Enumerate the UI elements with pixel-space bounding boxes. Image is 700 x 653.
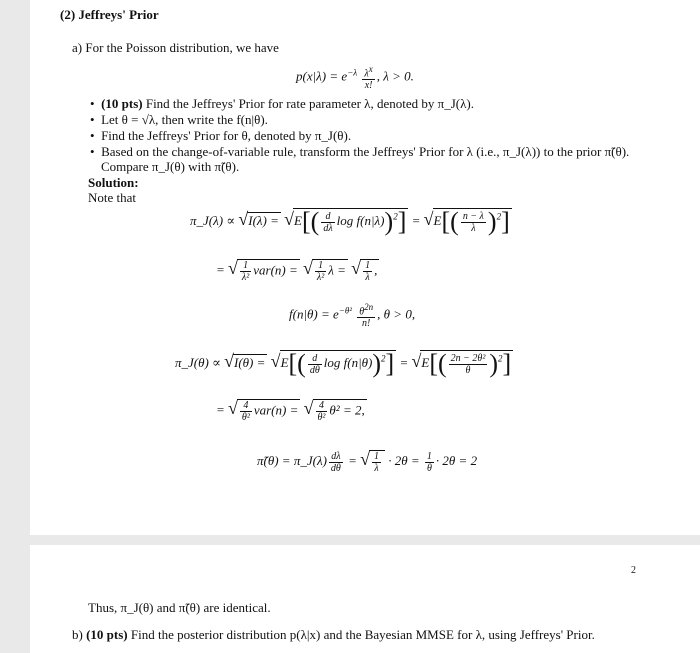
eq-f-n-theta: $f(n|\theta) = e^{-\theta^2}$ $\frac{\theta^{2n}}{n!}$ , θ > 0, bbox=[289, 302, 416, 330]
bullet-1: • (10 pts) Find the Jeffreys' Prior for rate parameter λ, denoted by π_J(λ). bbox=[90, 96, 474, 111]
part-b: b) (10 pts) Find the posterior distribution p(λ|x) and the Bayesian MMSE for λ, using Jeffreys' Prior. bbox=[72, 627, 595, 642]
poisson-pmf: $p(x|\lambda) = e^{-\lambda}$ $\frac{\lambda^x}{x!}$ , λ > 0. bbox=[296, 64, 414, 92]
conclusion-text: Thus, π_J(θ) and π̃(θ) are identical. bbox=[88, 600, 271, 615]
page-number: 2 bbox=[631, 565, 636, 576]
eq-fisher-lambda: = √ $\frac{1}{\text{λ²}}$ var(n) = √ $\frac{1}{\text{λ²}}$ λ = √ $\frac{1}{\lambda}$ , bbox=[216, 258, 378, 283]
eq-fisher-theta: = √ $\frac{4}{\text{θ²}}$ var(n) = √ $\frac{4}{\text{θ²}}$ θ² = 2, bbox=[216, 398, 365, 423]
bullet-4: • Based on the change-of-variable rule, transform the Jeffreys' Prior for λ (i.e., π_J(λ)) to the prior π̃(θ). bbox=[90, 144, 630, 159]
section-title: (2) Jeffreys' Prior bbox=[60, 7, 159, 22]
bullet-4-cont: Compare π_J(θ) with π̃(θ). bbox=[101, 159, 240, 174]
solution-label: Solution: bbox=[88, 175, 139, 190]
eq-jeffreys-lambda: π_J(λ) ∝ √I(λ) = √E[( $\frac{d}{d\lambda}$ log f(n|λ))$^2$] = √E[( $\frac{n - \lambda}{\lambda}$ )$^2$] bbox=[190, 207, 510, 236]
bullet-3: • Find the Jeffreys' Prior for θ, denoted by π_J(θ). bbox=[90, 128, 352, 143]
eq-change-of-variable: π̃(θ) = π_J(λ) $\frac{d\lambda}{d\theta}$ = √ $\frac{1}{\lambda}$ · 2θ = $\frac{1}{\theta}$ · 2θ = 2 bbox=[257, 449, 478, 474]
note-text: Note that bbox=[88, 190, 137, 205]
bullet-2: • Let θ = √λ, then write the f(n|θ). bbox=[90, 112, 268, 127]
part-a-intro: a) For the Poisson distribution, we have bbox=[72, 40, 279, 55]
eq-jeffreys-theta: π_J(θ) ∝ √I(θ) = √E[( $\frac{d}{d\theta}$ log f(n|θ))$^2$] = √E[( $\frac{\text{2n − 2θ²}}{\theta}$ )$^2$] bbox=[175, 349, 512, 378]
